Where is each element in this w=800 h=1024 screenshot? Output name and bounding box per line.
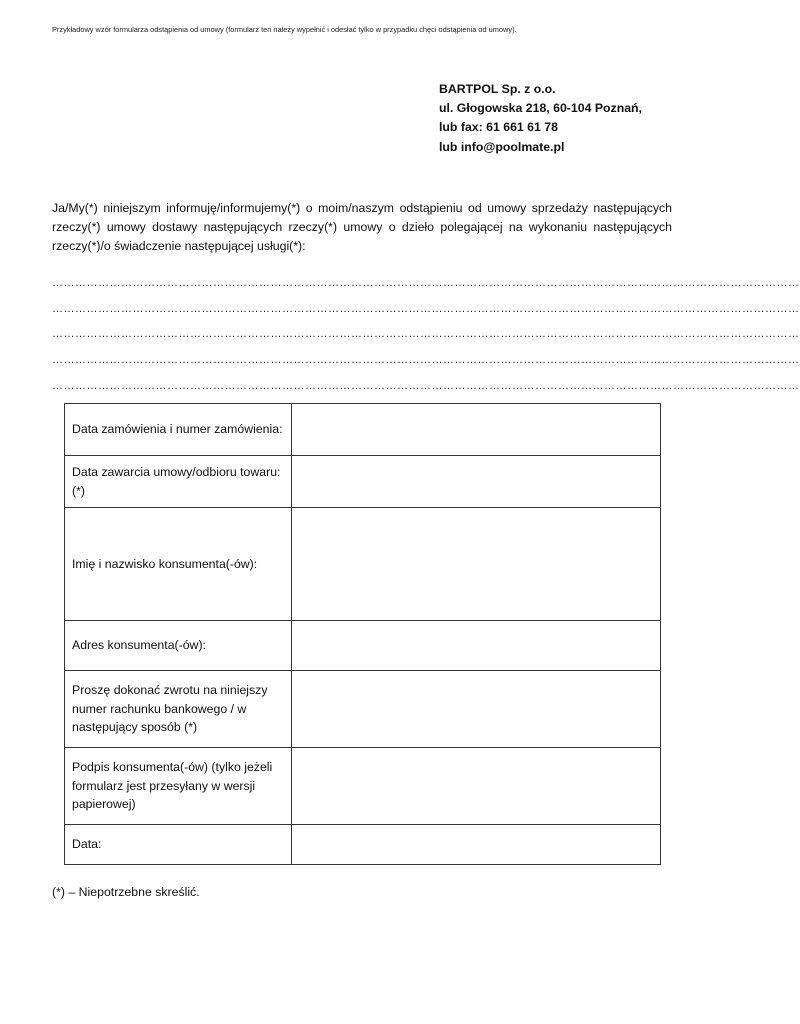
table-row — [65, 748, 661, 825]
refund-account-label: Proszę dokonać zwrotu na niniejszy numer rachunku bankowego / w następujący sposób (*) — [65, 671, 292, 748]
blank-line[interactable]: …………………………………………………………………………………………………………………………………………………………………………… — [52, 302, 800, 315]
header-note: Przykładowy wzór formularza odstąpienia od umowy (formularz ten należy wypełnić i odesłać tylko w przypadku chęci odstąpienia od umowy). — [52, 25, 517, 34]
consumer-name-label: Imię i nazwisko konsumenta(-ów): — [65, 508, 292, 621]
withdrawal-form-table — [64, 403, 661, 865]
table-row — [65, 671, 661, 748]
consumer-address-label: Adres konsumenta(-ów): — [65, 621, 292, 671]
refund-account-field[interactable] — [292, 671, 661, 748]
blank-line[interactable]: …………………………………………………………………………………………………………………………………………………………………………… — [52, 379, 800, 392]
signature-label: Podpis konsumenta(-ów) (tylko jeżeli formularz jest przesyłany w wersji papierowej) — [65, 748, 292, 825]
order-date-label: Data zamówienia i numer zamówienia: — [65, 404, 292, 456]
date-field[interactable] — [292, 825, 661, 865]
signature-field[interactable] — [292, 748, 661, 825]
blank-line[interactable]: …………………………………………………………………………………………………………………………………………………………………………… — [52, 354, 800, 367]
table-row — [65, 621, 661, 671]
recipient-fax: lub fax: 61 661 61 78 — [439, 120, 558, 135]
table-row — [65, 508, 661, 621]
order-date-field[interactable] — [292, 404, 661, 456]
blank-line[interactable]: …………………………………………………………………………………………………………………………………………………………………………… — [52, 277, 800, 289]
table-row — [65, 404, 661, 456]
consumer-address-field[interactable] — [292, 621, 661, 671]
recipient-email: lub info@poolmate.pl — [439, 139, 565, 154]
contract-date-field[interactable] — [292, 456, 661, 508]
contract-date-label: Data zawarcia umowy/odbioru towaru: (*) — [65, 456, 292, 508]
table-row — [65, 825, 661, 865]
blank-line[interactable]: …………………………………………………………………………………………………………………………………………………………………………… — [52, 328, 800, 341]
recipient-company: BARTPOL Sp. z o.o. — [439, 82, 556, 96]
date-label: Data: — [65, 825, 292, 865]
recipient-street: ul. Głogowska 218, 60-104 Poznań, — [439, 101, 642, 116]
consumer-name-field[interactable] — [292, 508, 661, 621]
table-row — [65, 456, 661, 508]
recipient-address-block — [439, 80, 642, 157]
footnote: (*) – Niepotrzebne skreślić. — [52, 885, 200, 899]
blank-lines — [52, 271, 800, 399]
withdrawal-statement: Ja/My(*) niniejszym informuję/informujemy(*) o moim/naszym odstąpieniu od umowy sprzedaży następujących rzeczy(*) umowy dostawy następujących rzeczy(*) umowy o dzieło polegającej na wykonaniu następujących rzeczy(*)/o świadczenie następującej usługi(*): — [52, 201, 672, 254]
